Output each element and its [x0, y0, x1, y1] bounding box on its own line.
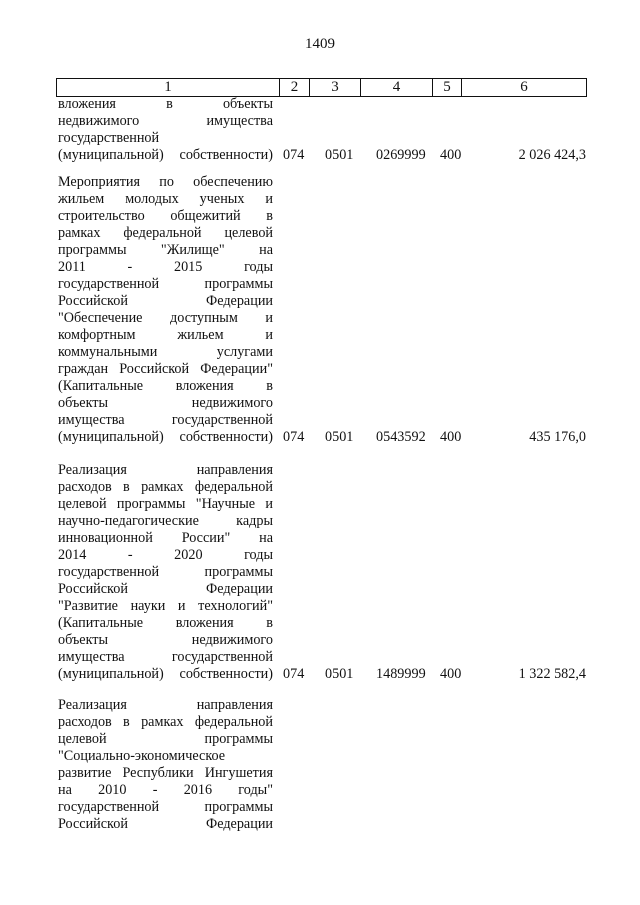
description-line: (Капитальные вложения в [58, 378, 273, 394]
ministry-code: 074 [283, 147, 305, 163]
row-description [58, 174, 273, 446]
row-description [58, 462, 273, 683]
expense-kind-code: 400 [440, 429, 462, 445]
description-line: жильем молодых ученых и [58, 191, 273, 207]
column-header-5: 5 [432, 79, 461, 96]
description-line: государственной программы [58, 276, 273, 292]
ministry-code: 074 [283, 429, 305, 445]
description-line: "Развитие науки и технологий" [58, 598, 273, 614]
description-line: 2014 - 2020 годы [58, 547, 273, 563]
description-line: государственной [58, 130, 160, 146]
description-line: (Капитальные вложения в [58, 615, 273, 631]
column-header-1: 1 [164, 79, 172, 95]
description-line: Российской Федерации [58, 816, 273, 832]
description-line: граждан Российской Федерации" [58, 361, 273, 377]
description-line: вложения в объекты [58, 96, 273, 112]
description-line: расходов в рамках федеральной [58, 714, 273, 730]
section-code: 0501 [325, 147, 354, 163]
description-line: (муниципальной) собственности) [58, 147, 273, 163]
description-line: целевой программы [58, 731, 273, 747]
description-line: целевой программы "Научные и [58, 496, 273, 512]
description-line: Реализация направления [58, 462, 273, 478]
description-line: (муниципальной) собственности) [58, 666, 273, 682]
section-code: 0501 [325, 666, 354, 682]
description-line: недвижимого имущества [58, 113, 273, 129]
description-line: объекты недвижимого [58, 395, 273, 411]
target-article-code: 0543592 [376, 429, 426, 445]
expense-kind-code: 400 [440, 666, 462, 682]
section-code: 0501 [325, 429, 354, 445]
description-line: "Социально-экономическое [58, 748, 226, 764]
ministry-code: 074 [283, 666, 305, 682]
description-line: объекты недвижимого [58, 632, 273, 648]
description-line: имущества государственной [58, 412, 273, 428]
description-line: Реализация направления [58, 697, 273, 713]
description-line: Мероприятия по обеспечению [58, 174, 273, 190]
description-line: на 2010 - 2016 годы" [58, 782, 273, 798]
description-line: Российской Федерации [58, 581, 273, 597]
amount-value: 435 176,0 [529, 429, 586, 445]
description-line: государственной программы [58, 564, 273, 580]
description-line: рамках федеральной целевой [58, 225, 273, 241]
page-number: 1409 [305, 36, 335, 52]
description-line: инновационной России" на [58, 530, 273, 546]
description-line: Российской Федерации [58, 293, 273, 309]
column-header-3: 3 [309, 79, 360, 96]
description-line: государственной программы [58, 799, 273, 815]
target-article-code: 0269999 [376, 147, 426, 163]
description-line: расходов в рамках федеральной [58, 479, 273, 495]
description-line: 2011 - 2015 годы [58, 259, 273, 275]
amount-value: 2 026 424,3 [518, 147, 586, 163]
description-line: имущества государственной [58, 649, 273, 665]
expense-kind-code: 400 [440, 147, 462, 163]
description-line: коммунальными услугами [58, 344, 273, 360]
description-line: научно-педагогические кадры [58, 513, 273, 529]
description-line: "Обеспечение доступным и [58, 310, 273, 326]
description-line: программы "Жилище" на [58, 242, 273, 258]
row-description [58, 96, 273, 164]
column-header-4: 4 [360, 79, 432, 96]
description-line: строительство общежитий в [58, 208, 273, 224]
row-description [58, 697, 273, 833]
column-header-2: 2 [279, 79, 309, 96]
description-line: (муниципальной) собственности) [58, 429, 273, 445]
column-header-6: 6 [461, 79, 586, 96]
target-article-code: 1489999 [376, 666, 426, 682]
table-header [56, 78, 587, 97]
description-line: комфортным жильем и [58, 327, 273, 343]
description-line: развитие Республики Ингушетия [58, 765, 273, 781]
amount-value: 1 322 582,4 [518, 666, 586, 682]
